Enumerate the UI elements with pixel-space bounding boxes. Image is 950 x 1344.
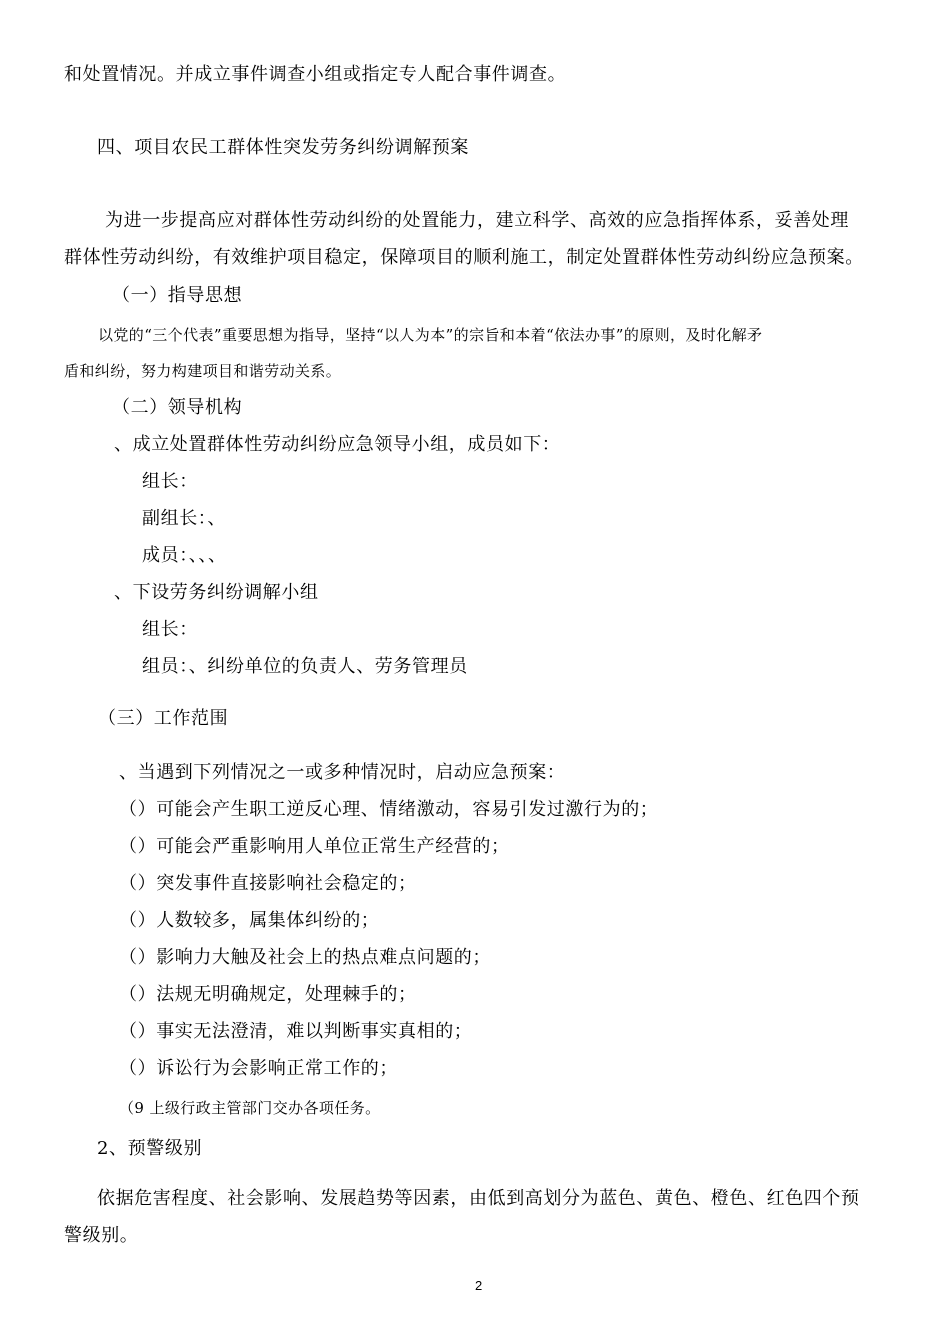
list-item: 组员：、纠纷单位的负责人、劳务管理员	[142, 656, 468, 677]
list-item: 组长：	[142, 619, 198, 640]
subsection-heading: （一）指导思想	[112, 285, 243, 306]
list-item: （）可能会产生职工逆反心理、情绪激动，容易引发过激行为的；	[119, 799, 659, 820]
paragraph-line: 依据危害程度、社会影响、发展趋势等因素，由低到高划分为蓝色、黄色、橙色、红色四个预	[97, 1188, 860, 1209]
paragraph-line: 和处置情况。并成立事件调查小组或指定专人配合事件调查。	[64, 64, 567, 85]
page-number: 2	[475, 1278, 483, 1293]
list-item: 副组长：、	[142, 508, 226, 529]
paragraph-line: 警级别。	[64, 1225, 139, 1246]
paragraph-line: 盾和纠纷，努力构建项目和谐劳动关系。	[64, 362, 342, 380]
section-heading: 四、项目农民工群体性突发劳务纠纷调解预案	[97, 137, 469, 158]
list-item: （）突发事件直接影响社会稳定的；	[119, 873, 417, 894]
list-item: （）法规无明确规定，处理棘手的；	[119, 984, 417, 1005]
paragraph-line: 群体性劳动纠纷，有效维护项目稳定，保障项目的顺利施工，制定处置群体性劳动纠纷应急预案。	[64, 247, 864, 268]
list-item: 成员：、、、	[142, 545, 227, 566]
paragraph-line: 以党的“三个代表”重要思想为指导，坚持“以人为本”的宗旨和本着“依法办事”的原则，及时化解矛	[98, 326, 763, 344]
paragraph-line: 、成立处置群体性劳动纠纷应急领导小组，成员如下：	[114, 434, 561, 455]
subsection-heading: （三）工作范围	[98, 708, 229, 729]
paragraph-line: 、下设劳务纠纷调解小组	[114, 582, 319, 603]
list-item: （）诉讼行为会影响正常工作的；	[119, 1058, 398, 1079]
list-item: （）可能会严重影响用人单位正常生产经营的；	[119, 836, 510, 857]
list-item: （9 上级行政主管部门交办各项任务。	[119, 1099, 381, 1117]
list-item: （）影响力大触及社会上的热点难点问题的；	[119, 947, 491, 968]
list-item: （）人数较多，属集体纠纷的；	[119, 910, 380, 931]
subsection-heading: 2、预警级别	[97, 1138, 203, 1159]
paragraph-line: 、当遇到下列情况之一或多种情况时，启动应急预案：	[119, 762, 566, 783]
list-item: （）事实无法澄清，难以判断事实真相的；	[119, 1021, 473, 1042]
subsection-heading: （二）领导机构	[112, 397, 243, 418]
paragraph-line: 为进一步提高应对群体性劳动纠纷的处置能力，建立科学、高效的应急指挥体系，妥善处理	[105, 210, 849, 231]
list-item: 组长：	[142, 471, 198, 492]
